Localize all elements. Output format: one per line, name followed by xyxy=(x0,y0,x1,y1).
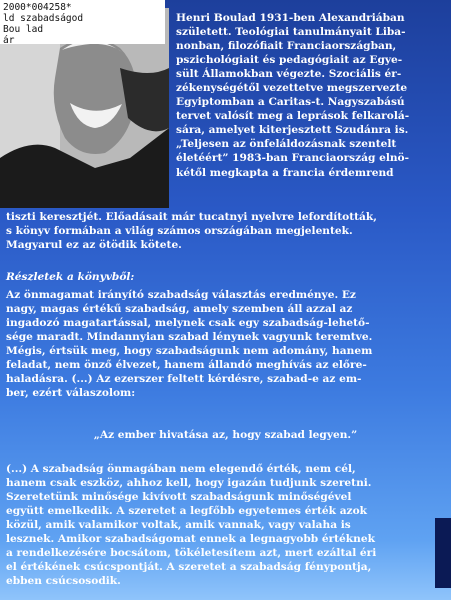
intro-line: sült Államokban végezte. Szociális ér- xyxy=(176,68,402,81)
excerpt-line: (...) A szabadság önmagában nem elegendő érték, nem cél, xyxy=(6,463,356,475)
intro-line: Henri Boulad 1931-ben Alexandriában xyxy=(176,12,405,24)
excerpt-paragraph-2 xyxy=(6,462,445,588)
intro-line: kétől megkapta a francia érdemrend xyxy=(176,166,394,179)
intro-line: nonban, filozófiait Franciaországban, xyxy=(176,40,397,53)
excerpt-line: a rendelkezésére bocsátom, tökéletesítem azt, mert ezáltal éri xyxy=(6,547,377,560)
sticker-extra: ár xyxy=(3,35,15,46)
excerpt-heading: Részletek a könyvből: xyxy=(6,271,135,283)
excerpt-line: feladat, nem önző élvezet, hanem állandó meghívás az előre- xyxy=(6,359,367,372)
intro-line: Egyiptomban a Caritas-t. Nagyszabású xyxy=(176,96,405,109)
excerpt-line: Az önmagamat irányító szabadság választás eredménye. Ez xyxy=(6,289,356,301)
excerpt-line: hanem csak eszköz, ahhoz kell, hogy igazán tudjunk szeretni. xyxy=(6,477,372,490)
intro-line: született. Teológiai tanulmányait Liba- xyxy=(176,26,406,39)
excerpt-line: együtt emelkedik. A szeretet a legfőbb egyetemes érték azok xyxy=(6,505,367,518)
excerpt-line: el értékének csúcspontját. A szeretet a szabadság fénypontja, xyxy=(6,561,372,574)
excerpt-line: közül, amik valamikor voltak, amik vannak, vagy valaha is xyxy=(6,519,351,532)
intro-paragraph-rest xyxy=(6,210,445,252)
intro-line: tervet valósít meg a leprások felkarolá- xyxy=(176,110,410,123)
intro-line: életéért” 1983-ban Franciaország elnö- xyxy=(176,152,410,165)
intro-line: Magyarul ez az ötödik kötete. xyxy=(6,239,182,252)
excerpt-line: haladásra. (...) Az ezerszer feltett kérdésre, szabad-e az em- xyxy=(6,373,362,386)
intro-line: zékenységétől vezettetve megszervezte xyxy=(176,82,408,95)
intro-line: sára, amelyet kiterjesztett Szudánra is. xyxy=(176,124,409,137)
intro-line: „Teljesen az önfeláldozásnak szentelt xyxy=(176,138,397,151)
intro-line: tiszti keresztjét. Előadásait már tucatnyi nyelvre lefordították, xyxy=(6,211,377,223)
sticker-title: ld szabadságod xyxy=(3,13,84,24)
excerpt-line: nagy, magas értékű szabadság, amely szemben áll azzal az xyxy=(6,303,353,316)
intro-line: s könyv formában a világ számos országában megjelentek. xyxy=(6,225,353,238)
intro-paragraph-top xyxy=(176,11,438,180)
excerpt-paragraph-1 xyxy=(6,288,445,400)
publisher-spine-mark xyxy=(435,518,451,588)
excerpt-line: lesznek. Amikor szabadságomat ennek a legnagyobb értéknek xyxy=(6,533,375,546)
sticker-barcode-number: 2000*004258* xyxy=(3,2,72,13)
excerpt-line: Szeretetünk minősége kivívott szabadságunk minőségével xyxy=(6,491,352,504)
excerpt-line: Mégis, értsük meg, hogy szabadságunk nem adomány, hanem xyxy=(6,345,373,358)
quote: „Az ember hivatása az, hogy szabad legyen.” xyxy=(93,429,358,441)
library-sticker xyxy=(0,0,165,44)
excerpt-line: sége maradt. Mindannyian szabad lénynek vagyunk teremtve. xyxy=(6,331,373,344)
sticker-author: Bou lad xyxy=(3,24,44,35)
intro-line: pszichológiait és pedagógiait az Egye- xyxy=(176,54,403,67)
excerpt-line: ebben csúcsosodik. xyxy=(6,575,121,588)
excerpt-line: ingadozó magatartással, melynek csak egy szabadság-lehető- xyxy=(6,317,370,330)
excerpt-line: ber, ezért válaszolom: xyxy=(6,387,136,400)
